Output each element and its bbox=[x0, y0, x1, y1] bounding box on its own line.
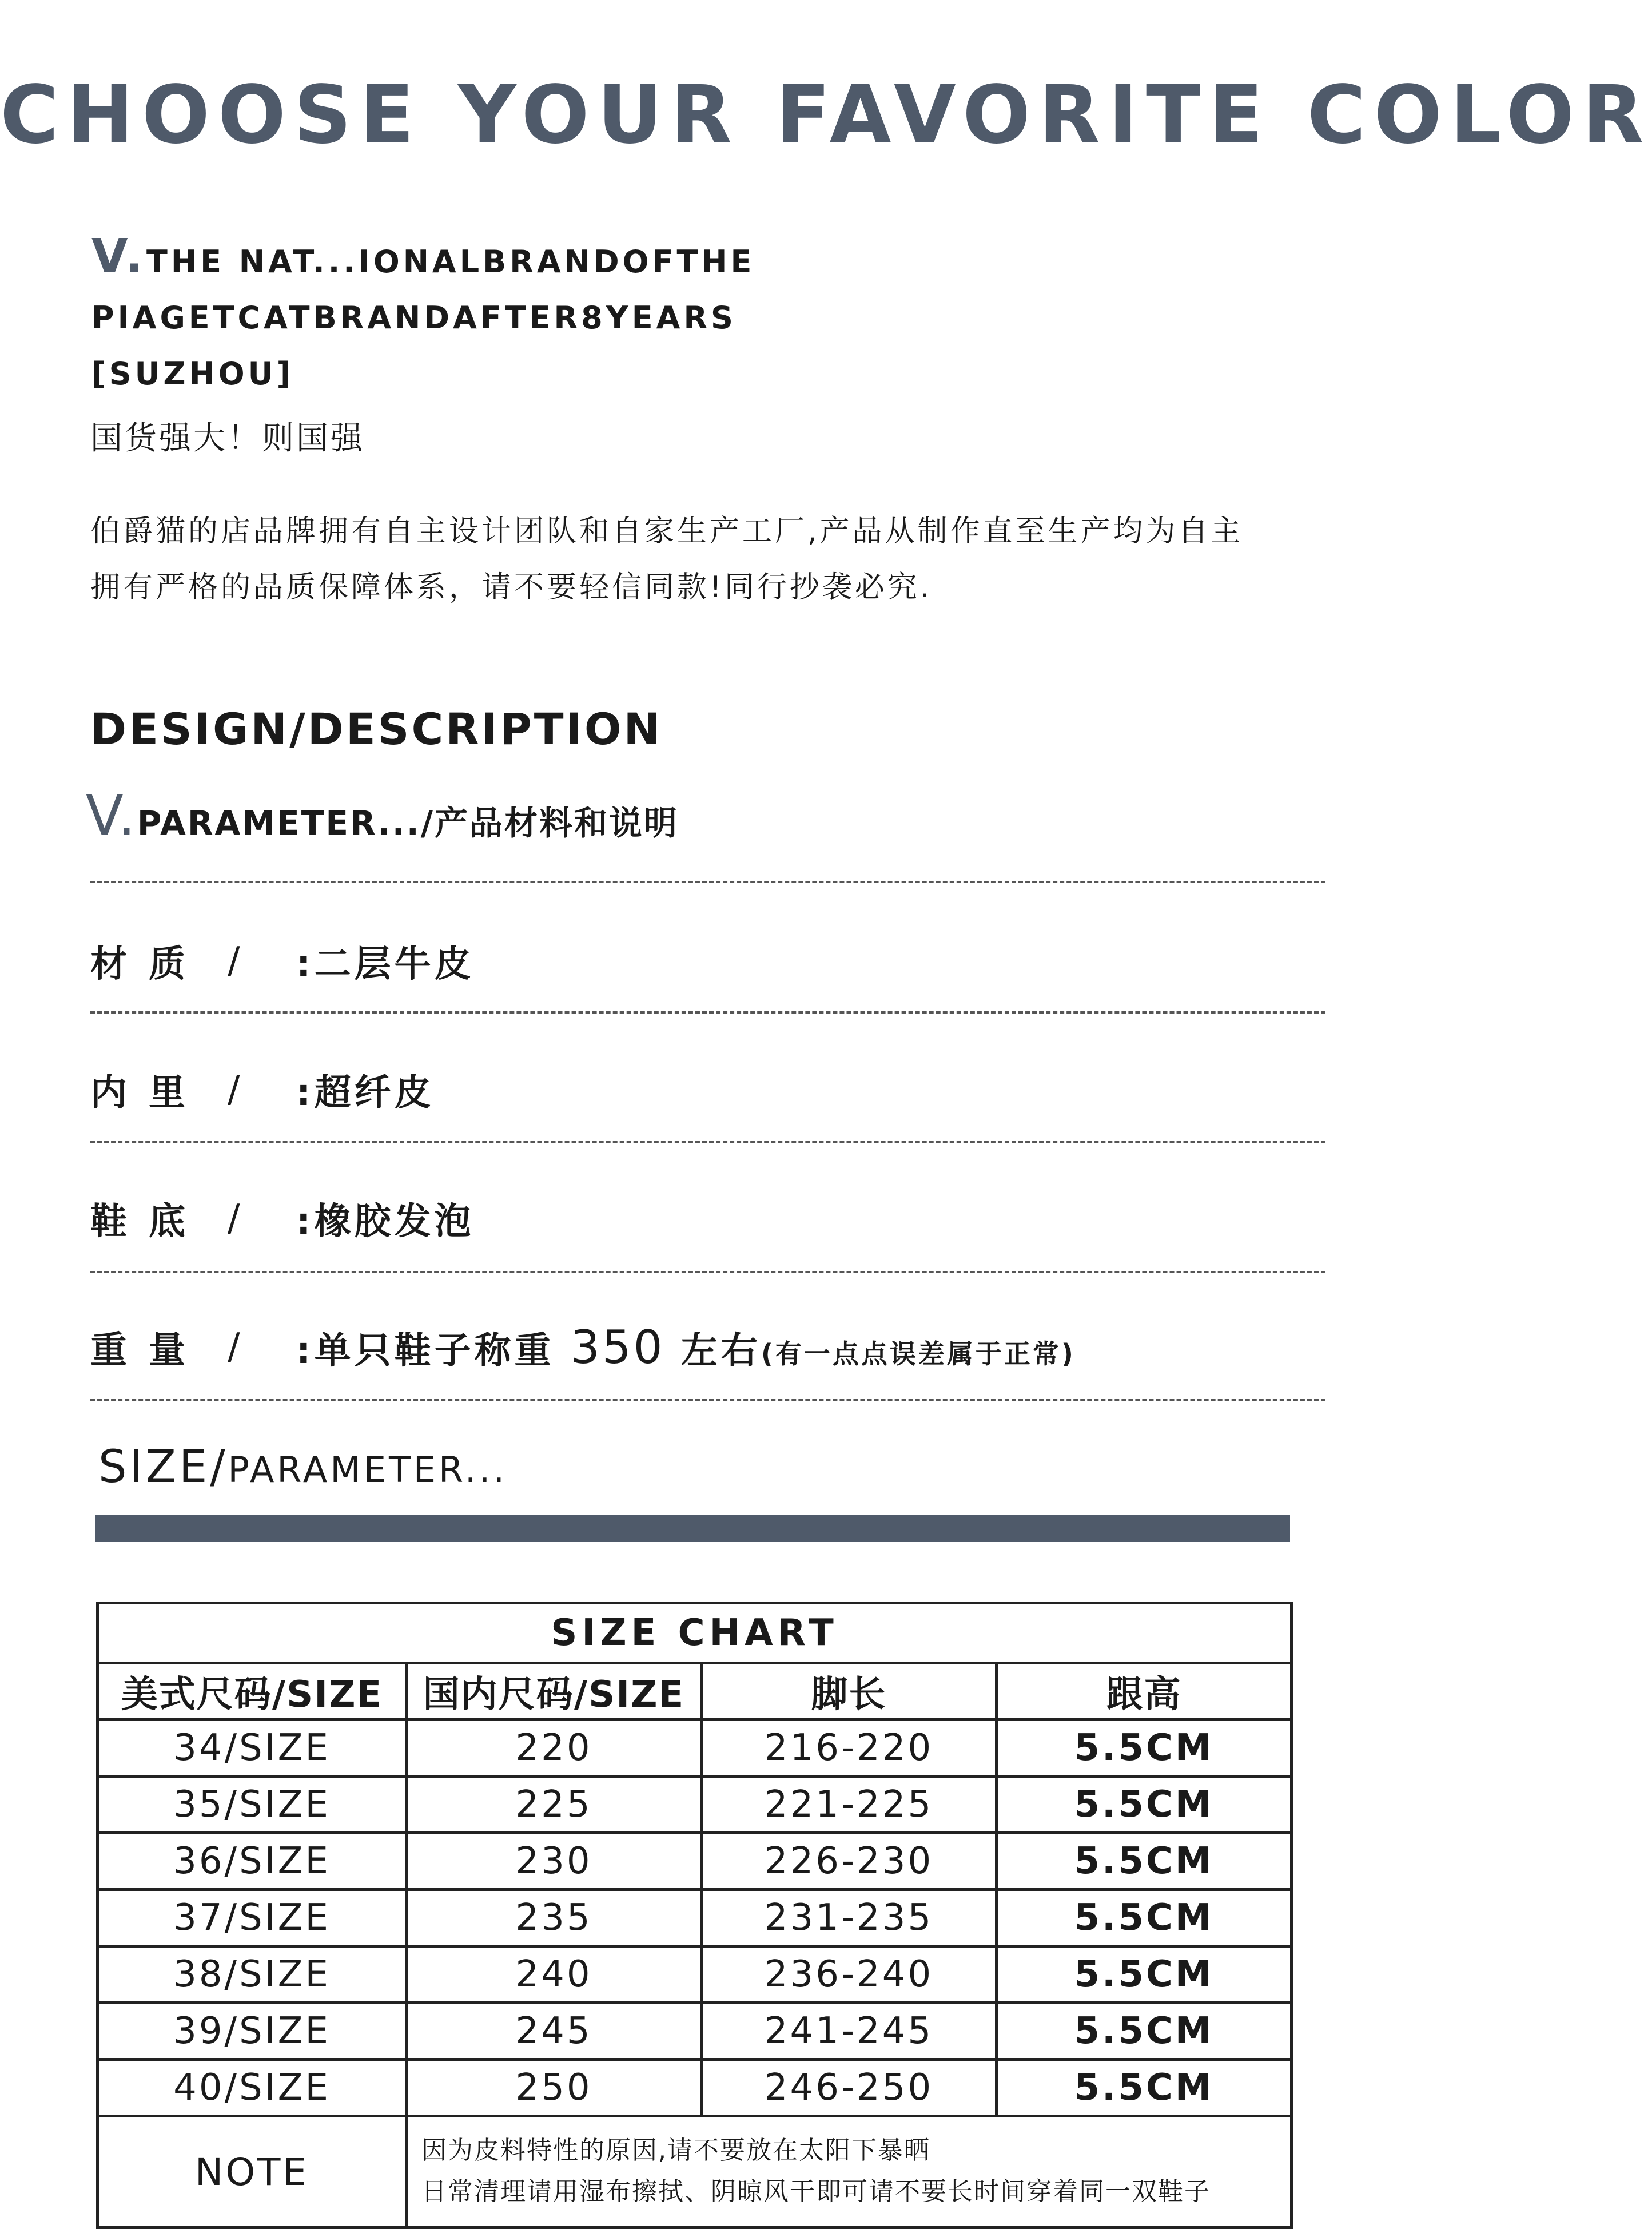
divider bbox=[90, 1271, 1325, 1273]
size-chart-caption: SIZE CHART bbox=[98, 1603, 1292, 1663]
table-row bbox=[98, 2060, 1292, 2116]
column-header: 国内尺码/SIZE bbox=[407, 1663, 702, 1720]
foot-length-cell: 216-220 bbox=[702, 1720, 997, 1777]
us-size-cell: 38/SIZE bbox=[98, 1946, 407, 2003]
paragraph-line-1: 伯爵猫的店品牌拥有自主设计团队和自家生产工厂,产品从制作直至生产均为自主 bbox=[90, 514, 1244, 549]
material-value: :二层牛皮 bbox=[296, 943, 475, 986]
weight-number: 350 bbox=[570, 1320, 665, 1374]
sole-slash: / bbox=[228, 1197, 240, 1239]
table-row bbox=[98, 1890, 1292, 1946]
cn-size-cell: 230 bbox=[407, 1833, 702, 1890]
lining-row bbox=[90, 1058, 435, 1121]
heel-height-cell: 5.5CM bbox=[997, 2003, 1292, 2060]
brand-line-2: PIAGETCATBRANDAFTER8YEARS bbox=[91, 300, 737, 336]
cn-size-cell: 245 bbox=[407, 2003, 702, 2060]
sole-row bbox=[90, 1187, 475, 1250]
cn-size-cell: 225 bbox=[407, 1777, 702, 1833]
foot-length-cell: 246-250 bbox=[702, 2060, 997, 2116]
table-row bbox=[98, 1720, 1292, 1777]
us-size-cell: 37/SIZE bbox=[98, 1890, 407, 1946]
lining-label: 内里 bbox=[90, 1072, 207, 1114]
cn-size-cell: 235 bbox=[407, 1890, 702, 1946]
table-row bbox=[98, 1833, 1292, 1890]
divider bbox=[90, 881, 1325, 883]
heel-height-cell: 5.5CM bbox=[997, 1890, 1292, 1946]
brand-block bbox=[91, 229, 949, 402]
material-row bbox=[90, 929, 475, 992]
foot-length-cell: 221-225 bbox=[702, 1777, 997, 1833]
cn-size-cell: 250 bbox=[407, 2060, 702, 2116]
brand-v-mark: V. bbox=[91, 229, 147, 284]
table-row bbox=[98, 2003, 1292, 2060]
lining-slash: / bbox=[228, 1068, 240, 1111]
slogan: 国货强大！则国强 bbox=[90, 420, 365, 457]
heel-height-cell: 5.5CM bbox=[997, 1777, 1292, 1833]
note-label: NOTE bbox=[98, 2116, 407, 2228]
foot-length-cell: 241-245 bbox=[702, 2003, 997, 2060]
weight-note: (有一点点误差属于正常) bbox=[761, 1338, 1076, 1369]
paragraph-line-2: 拥有严格的品质保障体系，请不要轻信同款!同行抄袭必究. bbox=[90, 570, 933, 605]
table-row bbox=[98, 1946, 1292, 2003]
column-header: 跟高 bbox=[997, 1663, 1292, 1720]
size-chart-header-row bbox=[98, 1663, 1292, 1720]
heel-height-cell: 5.5CM bbox=[997, 1946, 1292, 2003]
column-header: 美式尺码/SIZE bbox=[98, 1663, 407, 1720]
size-heading: SIZE/PARAMETER... bbox=[98, 1441, 508, 1493]
us-size-cell: 36/SIZE bbox=[98, 1833, 407, 1890]
divider bbox=[90, 1399, 1325, 1401]
heel-height-cell: 5.5CM bbox=[997, 1720, 1292, 1777]
divider bbox=[90, 1011, 1325, 1014]
parameter-v-mark: V. bbox=[86, 784, 137, 848]
material-label: 材质 bbox=[90, 943, 207, 986]
note-line-1: 因为皮料特性的原因,请不要放在太阳下暴晒 bbox=[421, 2136, 930, 2165]
us-size-cell: 35/SIZE bbox=[98, 1777, 407, 1833]
cn-size-cell: 220 bbox=[407, 1720, 702, 1777]
us-size-cell: 40/SIZE bbox=[98, 2060, 407, 2116]
foot-length-cell: 226-230 bbox=[702, 1833, 997, 1890]
weight-row bbox=[90, 1316, 1076, 1378]
foot-length-cell: 236-240 bbox=[702, 1946, 997, 2003]
note-text bbox=[407, 2116, 1292, 2228]
sole-label: 鞋底 bbox=[90, 1201, 207, 1243]
note-line-2: 日常清理请用湿布擦拭、阴晾风干即可请不要长时间穿着同一双鞋子 bbox=[421, 2177, 1211, 2206]
brand-line-1: V.THE NAT...IONALBRANDOFTHE bbox=[91, 229, 755, 284]
material-slash: / bbox=[228, 940, 240, 982]
foot-length-cell: 231-235 bbox=[702, 1890, 997, 1946]
parameter-heading: V.PARAMETER.../产品材料和说明 bbox=[86, 784, 679, 848]
heel-height-cell: 5.5CM bbox=[997, 2060, 1292, 2116]
table-row bbox=[98, 1777, 1292, 1833]
us-size-cell: 34/SIZE bbox=[98, 1720, 407, 1777]
size-chart-table bbox=[96, 1602, 1293, 2229]
heel-height-cell: 5.5CM bbox=[997, 1833, 1292, 1890]
cn-size-cell: 240 bbox=[407, 1946, 702, 2003]
accent-bar bbox=[95, 1515, 1290, 1542]
divider bbox=[90, 1141, 1325, 1143]
weight-label: 重量 bbox=[90, 1329, 207, 1372]
brand-line-3: [SUZHOU] bbox=[91, 356, 294, 392]
lining-value: :超纤皮 bbox=[296, 1072, 435, 1114]
weight-slash: / bbox=[228, 1326, 240, 1368]
column-header: 脚长 bbox=[702, 1663, 997, 1720]
note-row bbox=[98, 2116, 1292, 2228]
weight-value: :单只鞋子称重 350 左右(有一点点误差属于正常) bbox=[296, 1320, 1076, 1374]
sole-value: :橡胶发泡 bbox=[296, 1201, 475, 1243]
page-title: CHOOSE YOUR FAVORITE COLOR bbox=[0, 69, 1652, 162]
design-heading: DESIGN/DESCRIPTION bbox=[90, 704, 663, 754]
brand-paragraph bbox=[90, 503, 1371, 615]
us-size-cell: 39/SIZE bbox=[98, 2003, 407, 2060]
